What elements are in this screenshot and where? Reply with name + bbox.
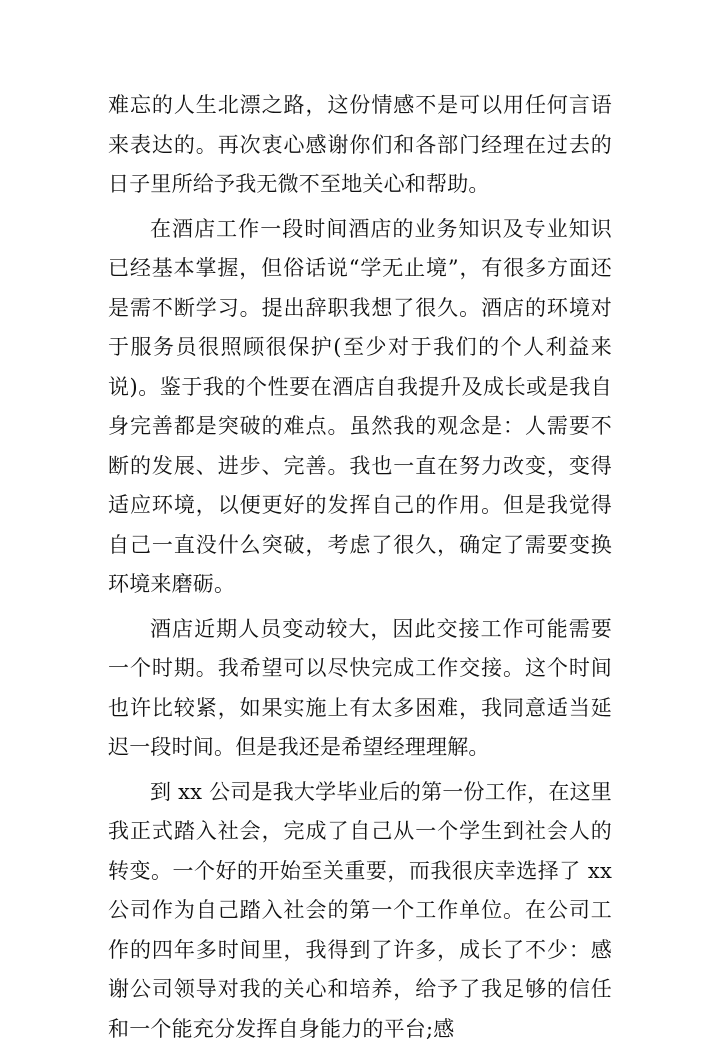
document-body — [108, 86, 612, 1054]
paragraph-4: 到 xx 公司是我大学毕业后的第一份工作，在这里我正式踏入社会，完成了自己从一个学生到社会人的转变。一个好的开始至关重要，而我很庆幸选择了 xx 公司作为自己踏入社会的第一个工作单位。在公司工作的四年多时间里，我得到了许多，成长了不少：感谢公司领导对我的关心和培养，给予了我足够的信任和一个能充分发挥自身能力的平台;感 — [108, 779, 612, 1041]
paragraph-1: 难忘的人生北漂之路，这份情感不是可以用任何言语来表达的。再次衷心感谢你们和各部门经理在过去的日子里所给予我无微不至地关心和帮助。 — [108, 93, 612, 196]
paragraph-3: 酒店近期人员变动较大，因此交接工作可能需要一个时期。我希望可以尽快完成工作交接。这个时间也许比较紧，如果实施上有太多困难，我同意适当延迟一段时间。但是我还是希望经理理解。 — [108, 616, 612, 759]
paragraph-2: 在酒店工作一段时间酒店的业务知识及专业知识已经基本掌握，但俗话说“学无止境”，有很多方面还是需不断学习。提出辞职我想了很久。酒店的环境对于服务员很照顾很保护(至少对于我们的个人利益来说)。鉴于我的个性要在酒店自我提升及成长或是我自身完善都是突破的难点。虽然我的观念是：人需要不断的发展、进步、完善。我也一直在努力改变，变得适应环境，以便更好的发挥自己的作用。但是我觉得自己一直没什么突破，考虑了很久，确定了需要变换环境来磨砺。 — [108, 216, 612, 596]
